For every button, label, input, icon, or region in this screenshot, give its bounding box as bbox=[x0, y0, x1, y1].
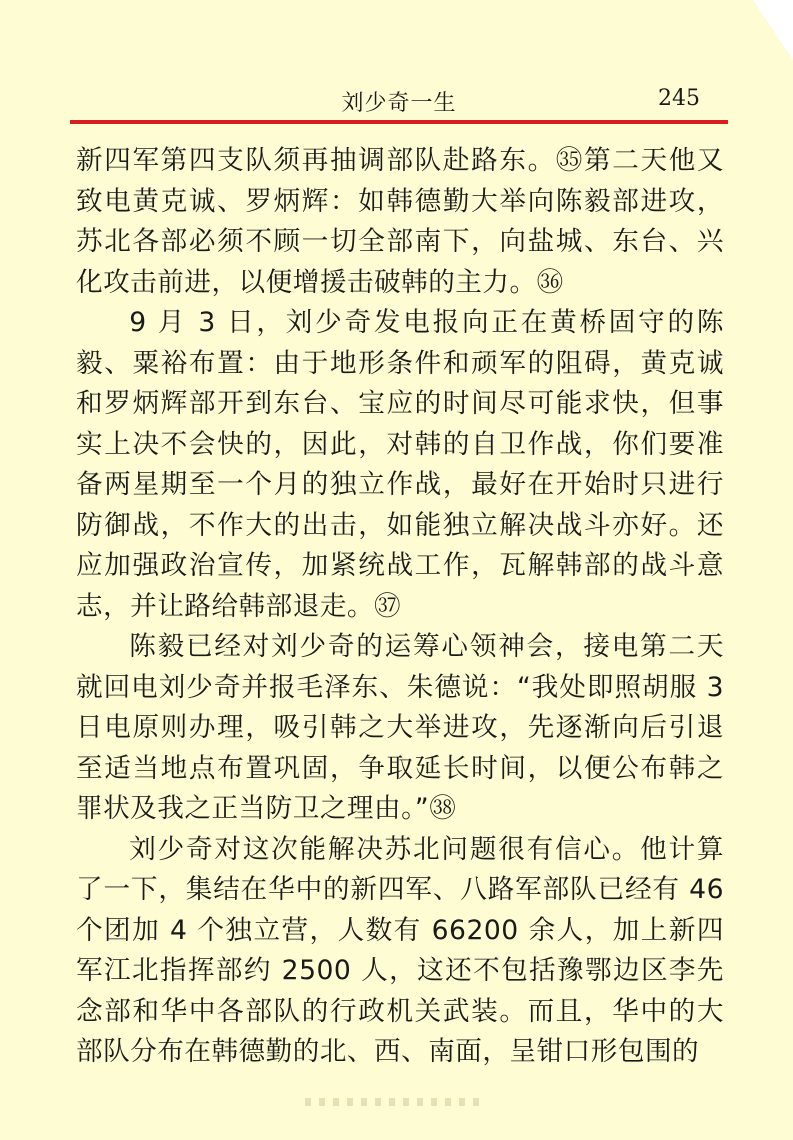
body-text bbox=[76, 141, 724, 1073]
page-number: 245 bbox=[658, 86, 700, 111]
running-title: 刘少奇一生 bbox=[341, 91, 457, 116]
page-header bbox=[70, 78, 728, 124]
paragraph-3: 陈毅已经对刘少奇的运筹心领神会，接电第二天就回电刘少奇并报毛泽东、朱德说：“我处即照胡服 3 日电原则办理，吸引韩之大举进攻，先逐渐向后引退至适当地点布置巩固，争取延长时间，以便公布韩之罪状及我之正当防卫之理由。”㊳ bbox=[76, 631, 724, 824]
header-rule bbox=[70, 120, 728, 124]
paragraph-2: 9 月 3 日，刘少奇发电报向正在黄桥固守的陈毅、粟裕布置：由于地形条件和顽军的阻碍，黄克诚和罗炳辉部开到东台、宝应的时间尽可能求快，但事实上决不会快的，因此，对韩的自卫作战，你们要准备两星期至一个月的独立作战，最好在开始时只进行防御战，不作大的出击，如能独立解决战斗亦好。还应加强政治宣传，加紧统战工作，瓦解韩部的战斗意志，并让路给韩部退走。㊲ bbox=[76, 307, 724, 622]
scan-artifact bbox=[305, 1098, 485, 1106]
paragraph-4: 刘少奇对这次能解决苏北问题很有信心。他计算了一下，集结在华中的新四军、八路军部队已经有 46 个团加 4 个独立营，人数有 66200 余人，加上新四军江北指挥部约 2500 人，这还不包括豫鄂边区李先念部和华中各部队的行政机关武装。而且，华中的大部队分布在韩德勤的北、西、南面，呈钳口形包围的 bbox=[76, 833, 724, 1067]
paragraph-1: 新四军第四支队须再抽调部队赴路东。㉟第二天他又致电黄克诚、罗炳辉：如韩德勤大举向陈毅部进攻，苏北各部必须不顾一切全部南下，向盐城、东台、兴化攻击前进，以便增援击破韩的主力。㊱ bbox=[76, 145, 724, 298]
page-corner bbox=[753, 0, 793, 60]
